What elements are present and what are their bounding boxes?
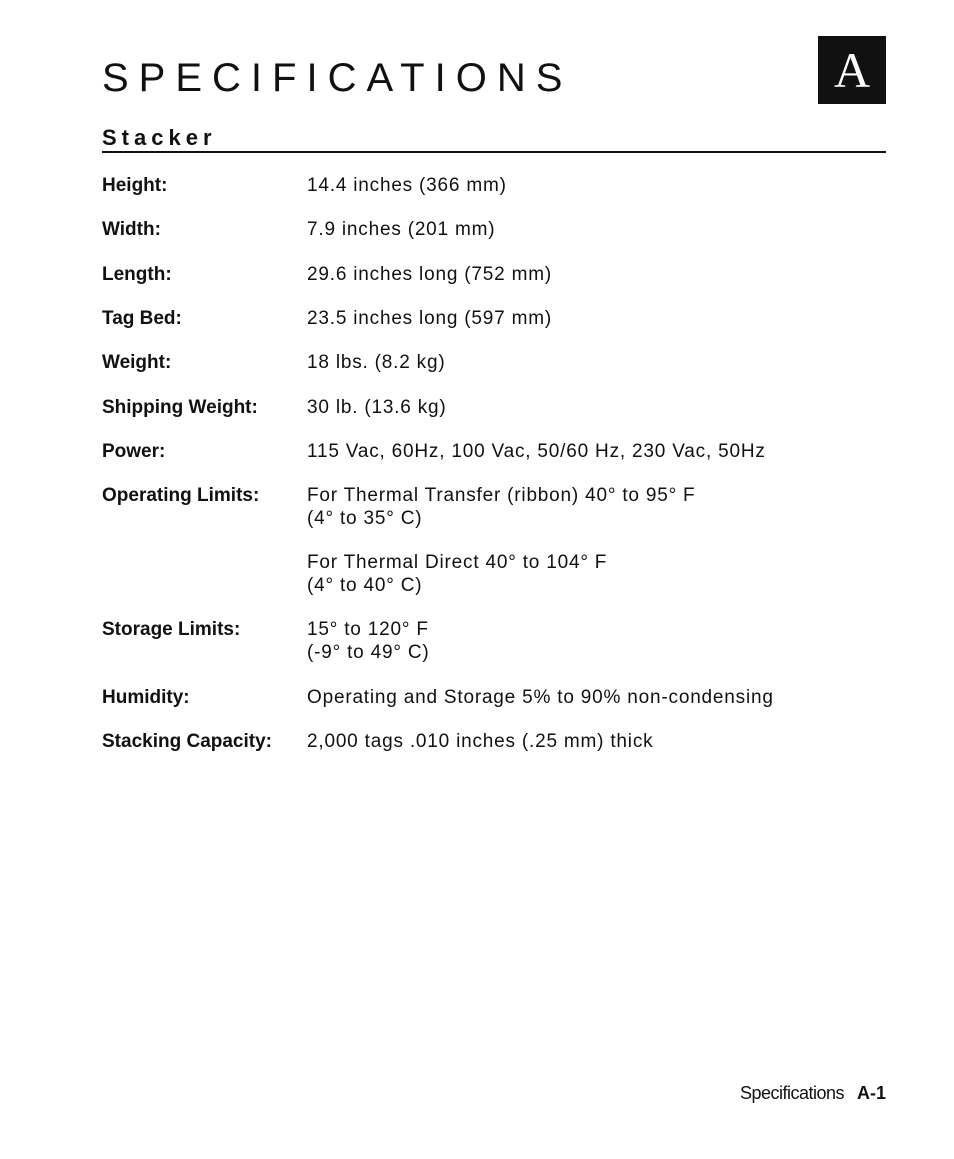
spec-value-line: 30 lb. (13.6 kg): [307, 397, 447, 418]
spec-value-line: 23.5 inches long (597 mm): [307, 308, 552, 329]
spec-label: Weight:: [102, 352, 172, 373]
spec-value: [307, 686, 774, 709]
appendix-badge: A: [818, 36, 886, 104]
spec-value-line: For Thermal Transfer (ribbon) 40° to 95° F: [307, 485, 696, 506]
page-title: SPECIFICATIONS: [102, 56, 573, 100]
spec-label: Humidity:: [102, 687, 190, 708]
spec-value-line: Operating and Storage 5% to 90% non-condensing: [307, 687, 774, 708]
spec-value-line: (4° to 40° C): [307, 575, 423, 596]
spec-label: Stacking Capacity:: [102, 731, 272, 752]
spec-value: [307, 551, 607, 597]
spec-label: Height:: [102, 175, 168, 196]
spec-value-line: 29.6 inches long (752 mm): [307, 264, 552, 285]
spec-value-line: 18 lbs. (8.2 kg): [307, 352, 446, 373]
footer-section-label: Specifications: [739, 1083, 844, 1103]
spec-value: [307, 263, 552, 286]
spec-value: [307, 440, 766, 463]
spec-value: [307, 484, 695, 530]
spec-value: [307, 396, 447, 419]
spec-label: Length:: [102, 264, 172, 285]
footer-page-number: A-1: [856, 1083, 886, 1103]
spec-value: [307, 174, 507, 197]
spec-label: Tag Bed:: [102, 308, 182, 329]
spec-value: [307, 307, 552, 330]
spec-label: Power:: [102, 441, 166, 462]
section-heading: Stacker: [102, 125, 217, 150]
spec-value-line: (4° to 35° C): [307, 508, 423, 529]
spec-value: [307, 730, 653, 753]
spec-value-line: 14.4 inches (366 mm): [307, 175, 507, 196]
spec-label: Width:: [102, 219, 161, 240]
spec-value-line: 115 Vac, 60Hz, 100 Vac, 50/60 Hz, 230 Vac, 50Hz: [307, 441, 766, 462]
spec-label: Operating Limits:: [102, 485, 260, 506]
spec-label: Storage Limits:: [102, 619, 241, 640]
spec-value-line: 2,000 tags .010 inches (.25 mm) thick: [307, 731, 654, 752]
spec-value: [307, 351, 445, 374]
spec-value: [307, 218, 495, 241]
spec-value-line: For Thermal Direct 40° to 104° F: [307, 552, 608, 573]
spec-value-line: 15° to 120° F: [307, 619, 429, 640]
spec-value-line: (-9° to 49° C): [307, 642, 430, 663]
spec-label: Shipping Weight:: [102, 397, 258, 418]
section-divider: [102, 151, 886, 153]
spec-value: [307, 618, 429, 664]
spec-value-line: 7.9 inches (201 mm): [307, 219, 496, 240]
